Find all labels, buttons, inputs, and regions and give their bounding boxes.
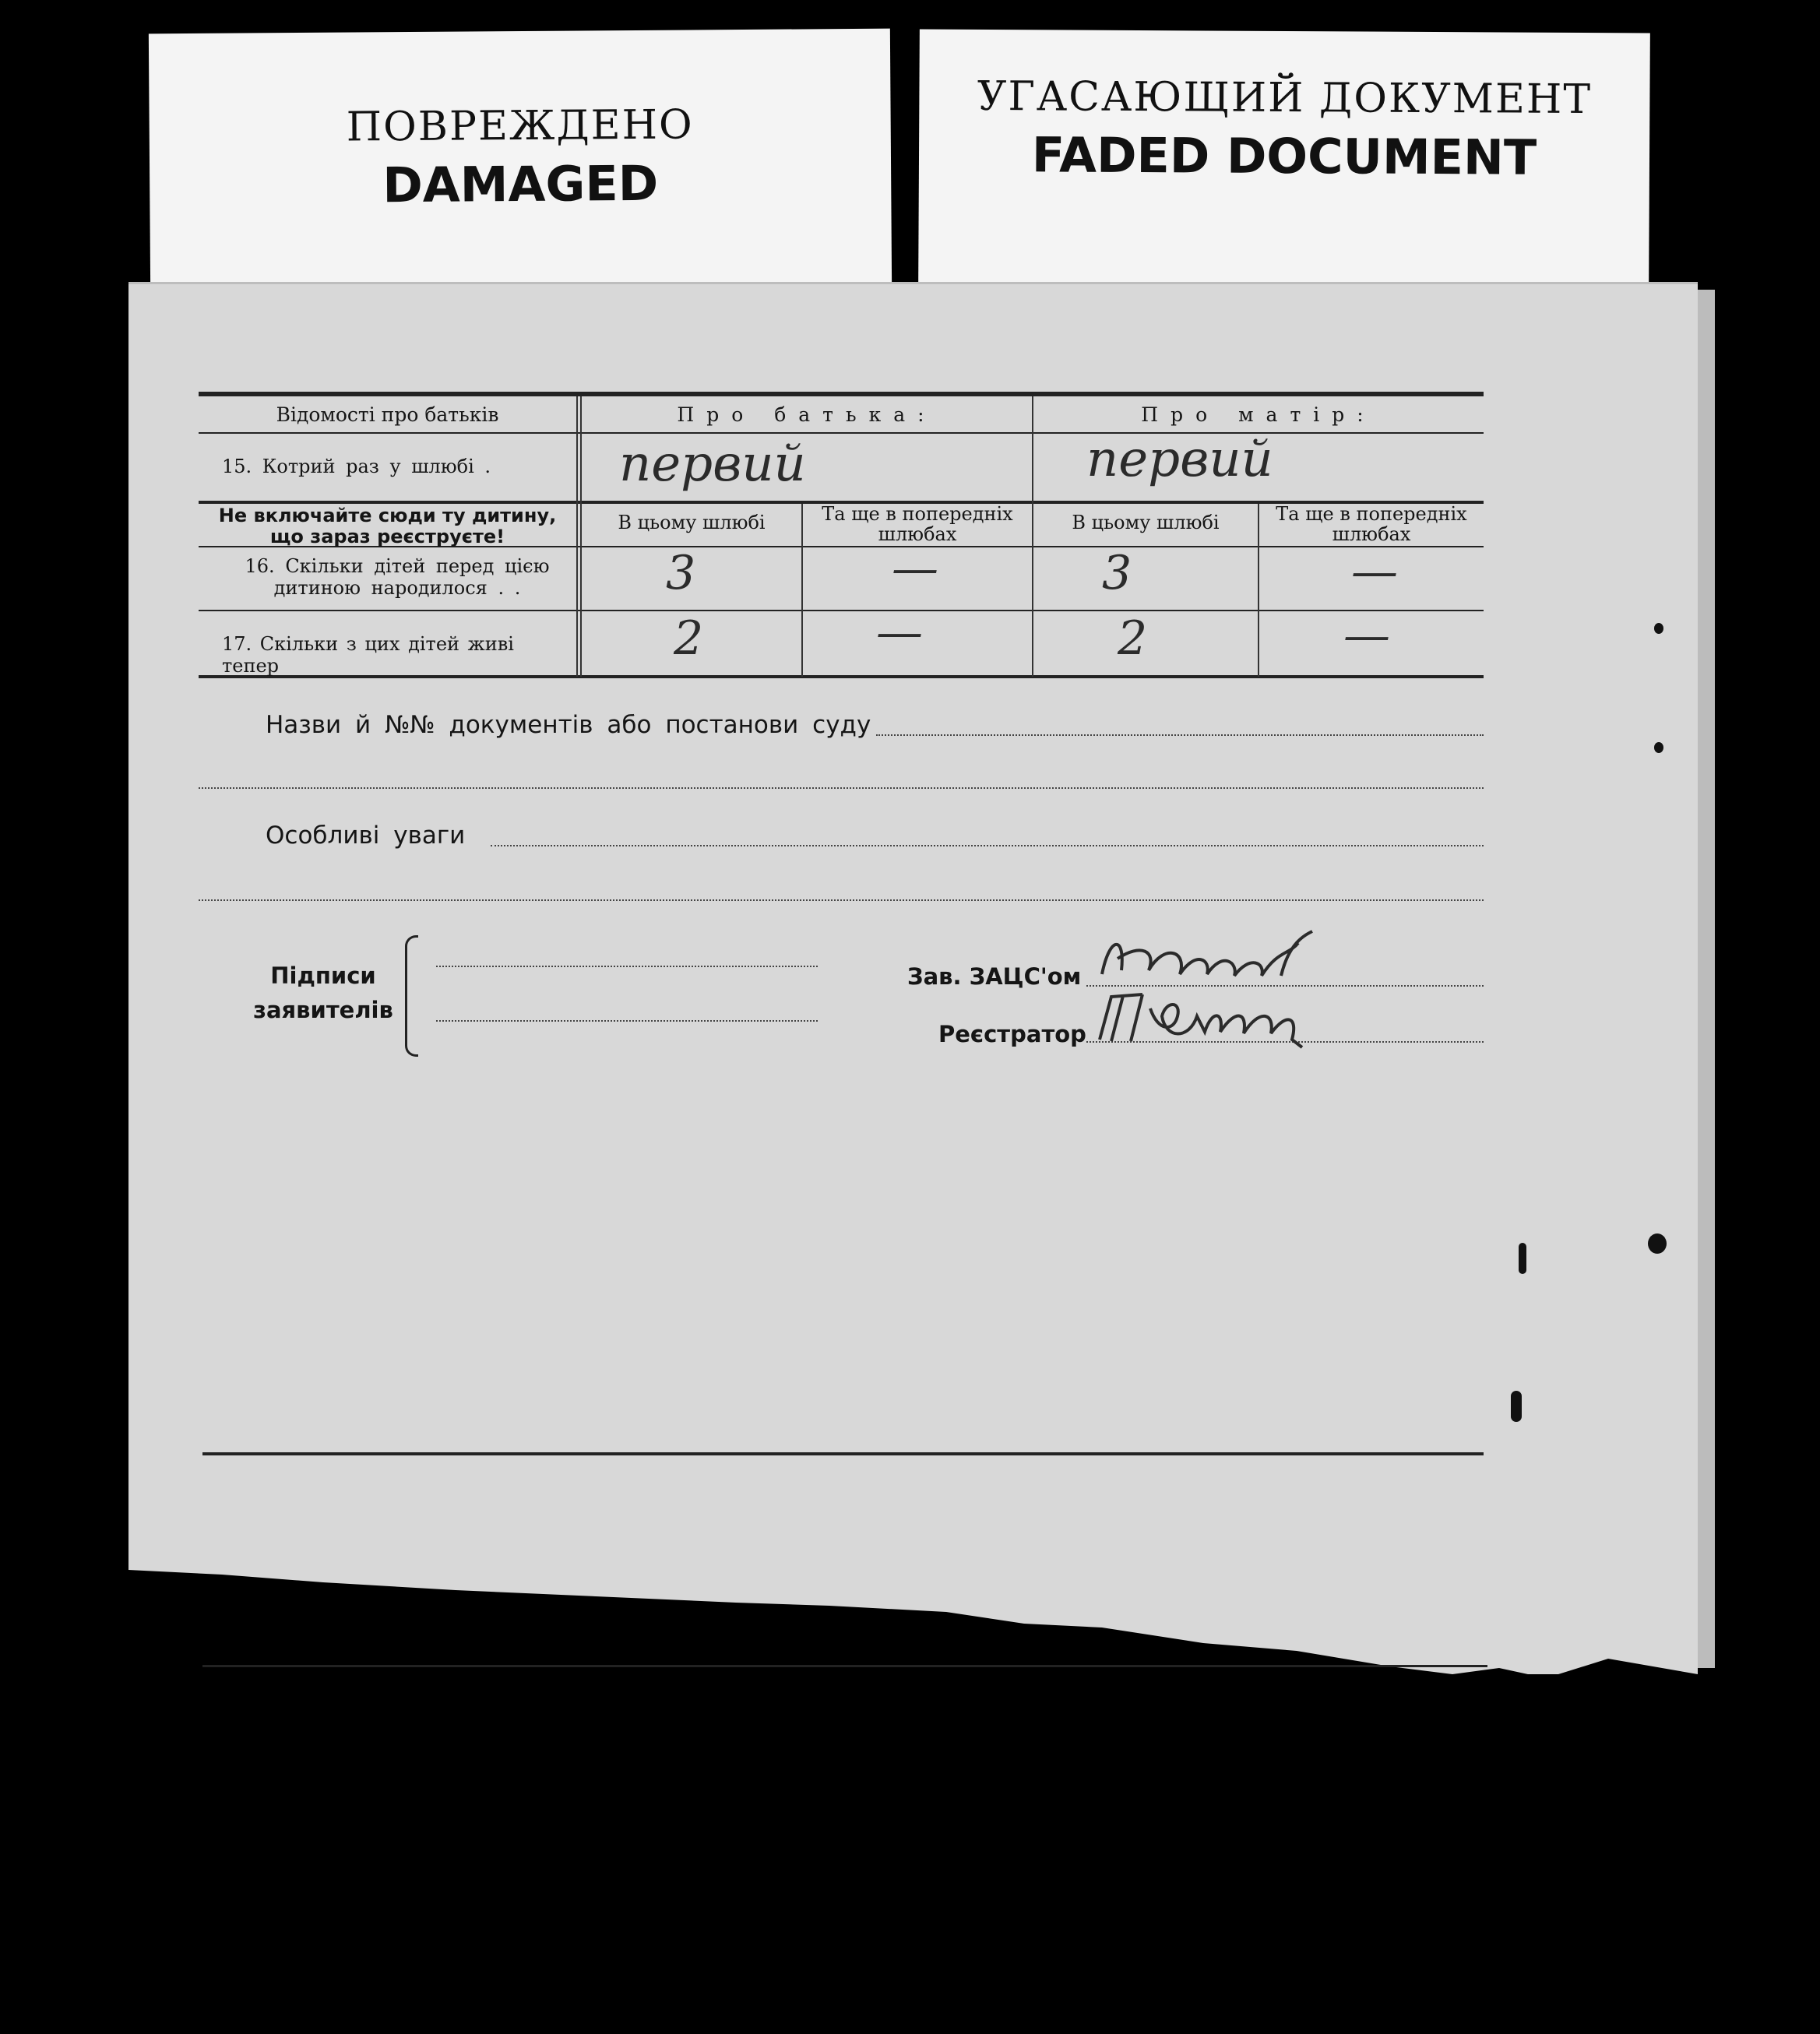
damaged-label-ru: ПОВРЕЖДЕНО	[346, 101, 694, 151]
punch-hole	[1654, 623, 1663, 634]
punch-hole	[1511, 1391, 1522, 1422]
row15-father-value: первий	[619, 435, 806, 493]
damaged-label-card	[149, 29, 892, 291]
sheet-edge	[1698, 290, 1715, 1668]
documents-label: Назви й №№ документів або постанови суду	[266, 711, 871, 739]
document-page	[128, 282, 1698, 1521]
parents-info-header: Відомості про батьків	[276, 403, 499, 426]
applicant-signature-line-1	[436, 966, 818, 967]
table-top-rule	[199, 392, 1484, 396]
signatures-bracket	[405, 935, 418, 1057]
documents-line-1	[876, 734, 1484, 736]
row16-father-prev-value: —	[892, 541, 938, 596]
punch-hole	[1654, 742, 1663, 753]
father-prev-marriages-header: Та ще в попередніх шлюбах	[822, 503, 1013, 545]
row16-father-this-value: 3	[666, 546, 696, 600]
father-this-marriage-header: В цьому шлюбі	[618, 512, 766, 533]
applicants-signatures-label: Підписи заявителів	[253, 962, 393, 1023]
row15-mother-value: первий	[1086, 431, 1273, 488]
row17-mother-prev-value: —	[1343, 608, 1390, 663]
documents-line-2	[199, 787, 1484, 789]
special-notes-label: Особливі уваги	[266, 822, 466, 850]
mother-header: Про матір:	[1141, 403, 1376, 426]
special-notes-line-2	[199, 899, 1484, 901]
faded-label-en: FADED DOCUMENT	[1031, 126, 1537, 186]
punch-hole	[1648, 1233, 1667, 1254]
row16-label: 16. Скільки дітей перед цією дитиною народилося . .	[245, 555, 550, 599]
punch-hole	[1519, 1243, 1526, 1274]
row15-label: 15. Котрий раз у шлюбі .	[222, 456, 491, 477]
row16-mother-prev-value: —	[1351, 544, 1398, 599]
special-notes-line-1	[491, 845, 1484, 846]
father-header: Про батька:	[677, 403, 937, 426]
row17-father-prev-value: —	[876, 605, 923, 660]
faded-label-card	[918, 30, 1650, 290]
row17-label: 17. Скільки з цих дітей живі тепер	[222, 633, 514, 677]
torn-page-edge	[128, 1518, 1698, 1674]
row17-mother-this-value: 2	[1118, 611, 1148, 666]
damaged-label-en: DAMAGED	[382, 154, 659, 214]
registrar-signature	[1088, 985, 1322, 1055]
exclusion-note: Не включайте сюди ту дитину, що зараз реєструєте!	[218, 505, 557, 547]
head-signature	[1094, 927, 1328, 990]
mother-prev-marriages-header: Та ще в попередніх шлюбах	[1276, 503, 1467, 545]
row16-mother-this-value: 3	[1102, 546, 1132, 600]
mother-this-marriage-header: В цьому шлюбі	[1072, 512, 1220, 533]
registrar-label: Реєстратор	[938, 1021, 1086, 1047]
faded-label-ru: УГАСАЮЩИЙ ДОКУМЕНТ	[977, 72, 1593, 124]
row17-father-this-value: 2	[674, 611, 704, 666]
page-bottom-rule	[202, 1452, 1484, 1455]
head-of-registry-label: Зав. ЗАЦС'ом	[907, 963, 1082, 990]
applicant-signature-line-2	[436, 1020, 818, 1022]
